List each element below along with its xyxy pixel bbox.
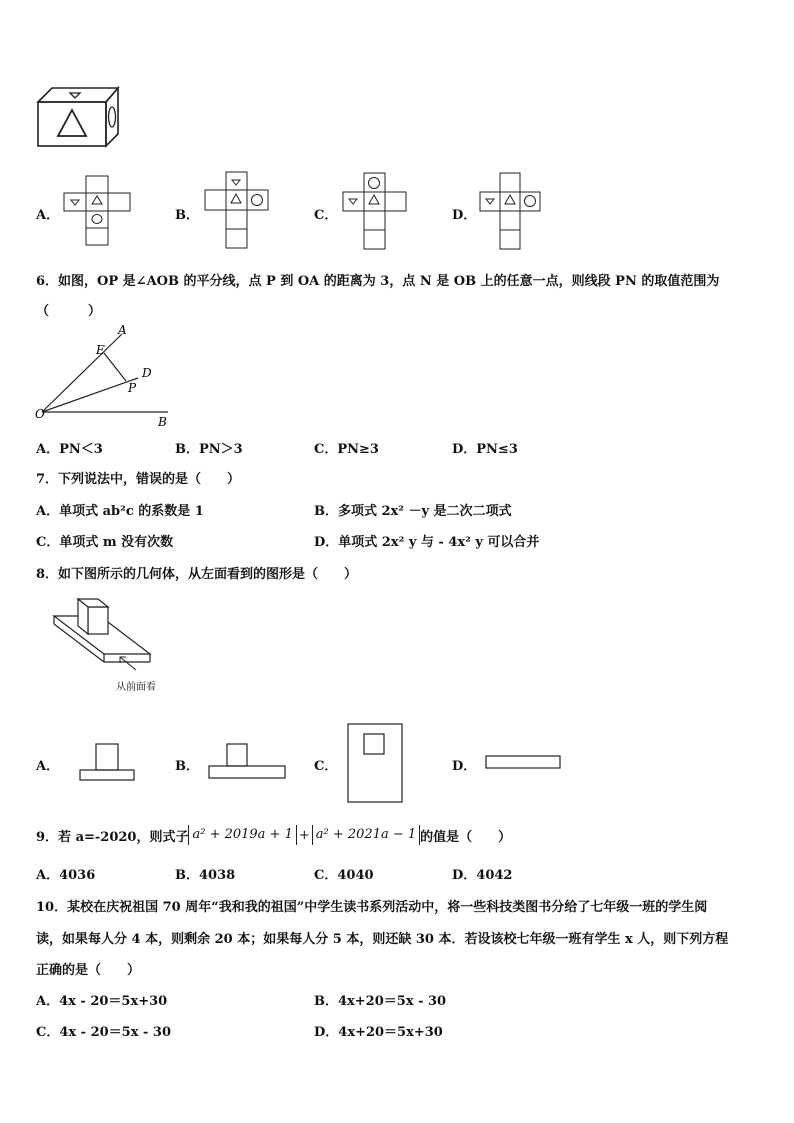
q9-option-c[interactable]: C．4040 — [314, 868, 374, 883]
q5-cube-figure — [36, 86, 120, 148]
front-view-b-icon — [207, 740, 289, 784]
q10-line-1: 10．某校在庆祝祖国 70 周年“我和我的祖国”中学生读书系列活动中，将一些科技类图书分给了七年级一班的学生阅 — [36, 900, 708, 915]
q9-option-b[interactable]: B．4038 — [175, 868, 236, 883]
q10-option-d[interactable]: D．4x+20＝5x+30 — [314, 1025, 443, 1040]
q7-stem: 7．下列说法中，错误的是（ ） — [36, 472, 241, 487]
q10-line-2: 读，如果每人分 4 本，则剩余 20 本；如果每人分 5 本，则还缺 30 本．若设该校七年级一班有学生 x 人，则下列方程 — [36, 932, 729, 947]
label-b: B — [158, 415, 167, 429]
q7-option-a[interactable]: A．单项式 ab²c 的系数是 1 — [36, 504, 204, 519]
q8-option-b[interactable] — [175, 740, 295, 784]
q9-prefix: 9．若 a=-2020，则式子 — [36, 829, 189, 845]
cube-icon — [36, 86, 120, 148]
q6-angle-figure — [34, 322, 174, 430]
q9-option-d[interactable]: D．4042 — [452, 868, 513, 883]
q5-option-a[interactable] — [36, 176, 136, 246]
q10-line-3: 正确的是（ ） — [36, 963, 141, 978]
side-view-d-icon — [484, 753, 564, 773]
q5-option-d[interactable] — [452, 172, 562, 250]
q8-option-c[interactable] — [314, 722, 414, 804]
q7-option-c[interactable]: C．单项式 m 没有次数 — [36, 535, 174, 550]
q6-paren: （ ） — [36, 304, 102, 319]
q9-stem — [36, 823, 511, 847]
option-label: C． — [314, 208, 338, 223]
label-p: P — [128, 381, 137, 395]
option-label: B． — [175, 759, 199, 774]
option-label: A． — [36, 759, 60, 774]
label-a: A — [118, 323, 127, 337]
cube-net-b-icon — [205, 172, 275, 250]
option-label: D． — [452, 208, 477, 223]
label-e: E — [96, 343, 105, 357]
q7-option-d[interactable]: D．单项式 2x² y 与 - 4x² y 可以合并 — [314, 535, 540, 550]
q6-option-d[interactable]: D．PN≤3 — [452, 442, 518, 457]
abs-expression-2: a² + 2021a − 1 — [312, 825, 420, 845]
front-view-a-icon — [78, 740, 138, 784]
q5-option-b[interactable] — [175, 172, 285, 250]
q6-option-c[interactable]: C．PN≥3 — [314, 442, 379, 457]
q10-option-b[interactable]: B．4x+20＝5x - 30 — [314, 994, 447, 1009]
q6-option-b[interactable]: B．PN＞3 — [175, 442, 243, 457]
q10-option-a[interactable]: A．4x - 20＝5x+30 — [36, 994, 168, 1009]
q9-suffix: 的值是（ ） — [420, 829, 512, 845]
plus-sign: + — [298, 827, 310, 843]
view-caption: 从前面看 — [116, 682, 156, 693]
angle-bisector-icon — [34, 322, 174, 430]
q6-option-a[interactable]: A．PN＜3 — [36, 442, 103, 457]
cube-net-a-icon — [64, 176, 134, 246]
top-view-c-icon — [346, 722, 406, 804]
q5-option-c[interactable] — [314, 172, 424, 250]
label-d: D — [142, 366, 152, 380]
option-label: B． — [175, 208, 199, 223]
option-label: A． — [36, 208, 60, 223]
label-o: O — [35, 407, 45, 421]
q8-option-d[interactable] — [452, 748, 572, 778]
abs-expression-1: a² + 2019a + 1 — [188, 825, 296, 845]
option-label: D． — [452, 759, 477, 774]
cube-net-d-icon — [480, 172, 550, 250]
q8-stem: 8．如下图所示的几何体，从左面看到的图形是（ ） — [36, 567, 358, 582]
q8-option-a[interactable] — [36, 740, 156, 784]
option-label: C． — [314, 759, 338, 774]
solid-with-cube-icon — [50, 596, 160, 672]
q8-solid-figure — [50, 596, 160, 696]
q10-option-c[interactable]: C．4x - 20＝5x - 30 — [36, 1025, 172, 1040]
q6-stem: 6．如图，OP 是∠AOB 的平分线，点 P 到 OA 的距离为 3，点 N 是 OB 上的任意一点，则线段 PN 的取值范围为 — [36, 274, 720, 289]
q7-option-b[interactable]: B．多项式 2x² －y 是二次二项式 — [314, 504, 512, 519]
cube-net-c-icon — [343, 172, 413, 250]
q9-option-a[interactable]: A．4036 — [36, 868, 96, 883]
